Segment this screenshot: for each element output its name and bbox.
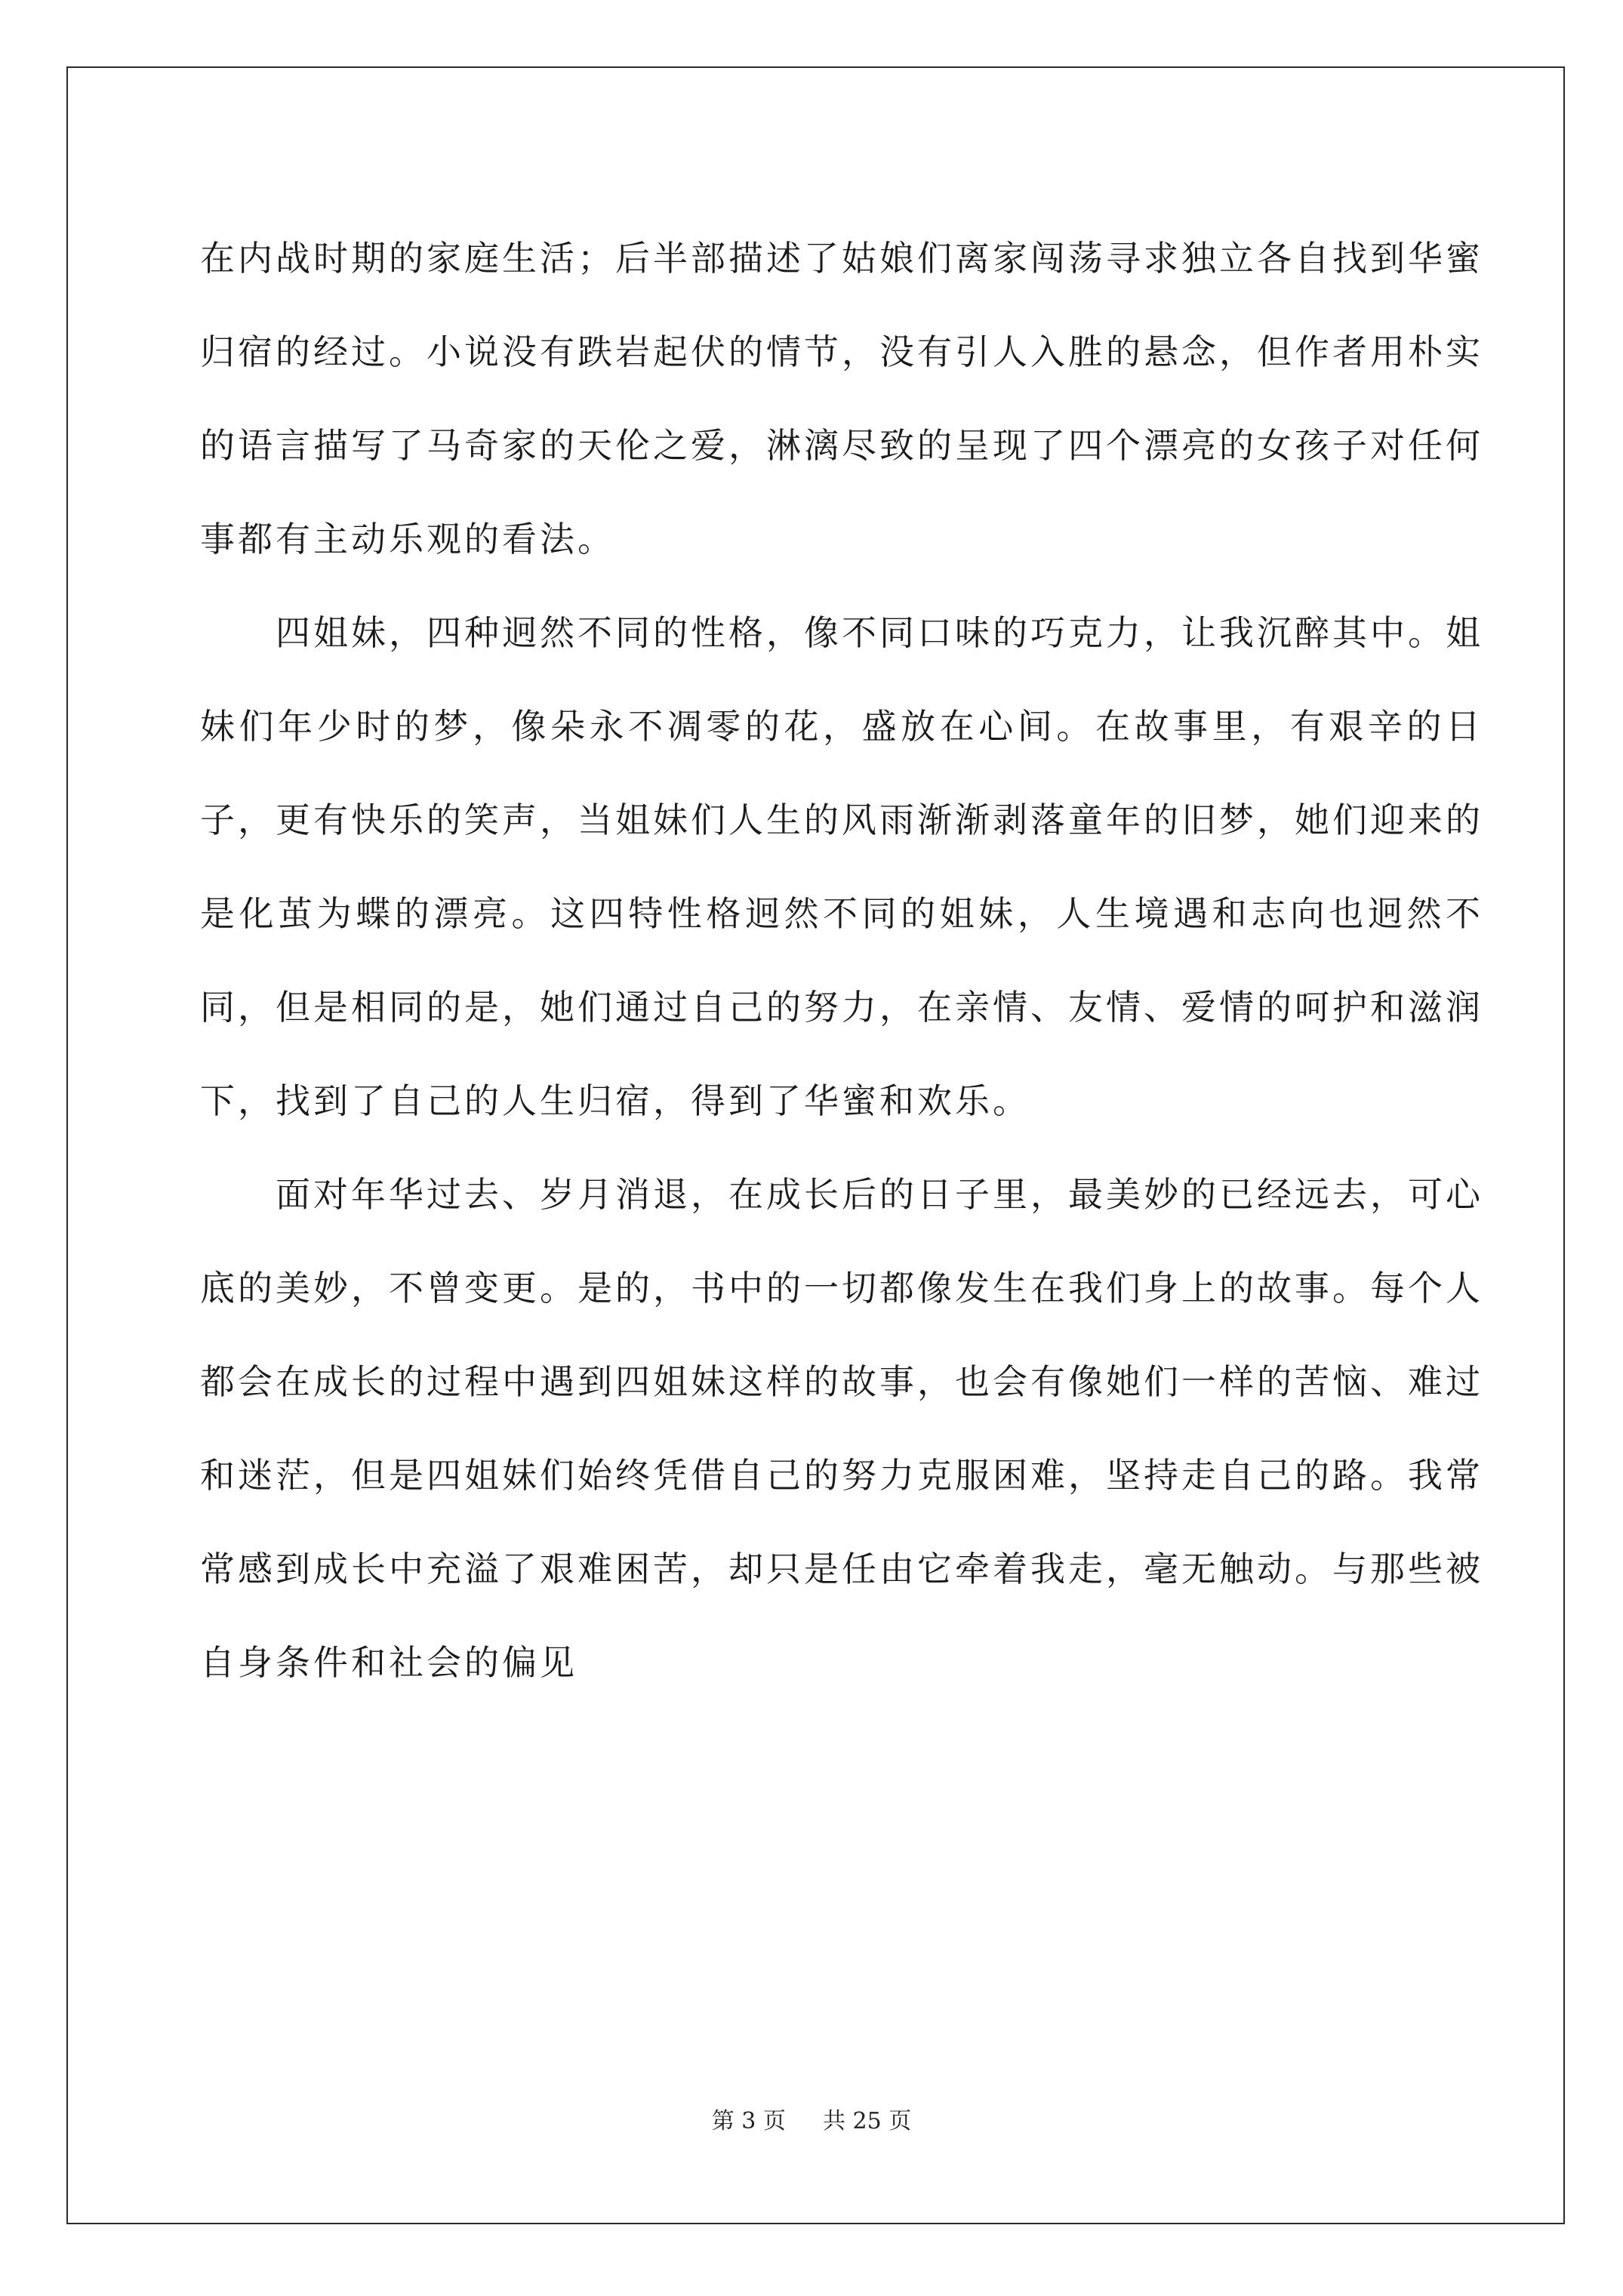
paragraph-2: 四姐妹，四种迥然不同的性格，像不同口味的巧克力，让我沉醉其中。姐妹们年少时的梦，像朵永不凋零的花，盛放在心间。在故事里，有艰辛的日子，更有快乐的笑声，当姐妹们人生的风雨渐渐剥落童年的旧梦，她们迎来的是化茧为蝶的漂亮。这四特性格迥然不同的姐妹，人生境遇和志向也迥然不同，但是相同的是，她们通过自己的努力，在亲情、友情、爱情的呵护和滋润下，找到了自己的人生归宿，得到了华蜜和欢乐。 [200, 612, 1483, 1121]
paragraph-3: 面对年华过去、岁月消退，在成长后的日子里，最美妙的已经远去，可心底的美妙，不曾变更。是的，书中的一切都像发生在我们身上的故事。每个人都会在成长的过程中遇到四姐妹这样的故事，也会有像她们一样的苦恼、难过和迷茫，但是四姐妹们始终凭借自己的努力克服困难，坚持走自己的路。我常常感到成长中充溢了艰难困苦，却只是任由它牵着我走，毫无触动。与那些被自身条件和社会的偏见 [200, 1174, 1483, 1683]
paragraph-1: 在内战时期的家庭生活；后半部描述了姑娘们离家闯荡寻求独立各自找到华蜜归宿的经过。小说没有跌岩起伏的情节，没有引人入胜的悬念，但作者用朴实的语言描写了马奇家的天伦之爱，淋漓尽致的呈现了四个漂亮的女孩子对任何事都有主动乐观的看法。 [200, 238, 1483, 559]
page-total: 共 25 页 [823, 2108, 912, 2134]
document-body [200, 211, 1483, 1709]
page-number: 第 3 页 [711, 2108, 786, 2134]
page-footer [0, 2106, 1623, 2137]
